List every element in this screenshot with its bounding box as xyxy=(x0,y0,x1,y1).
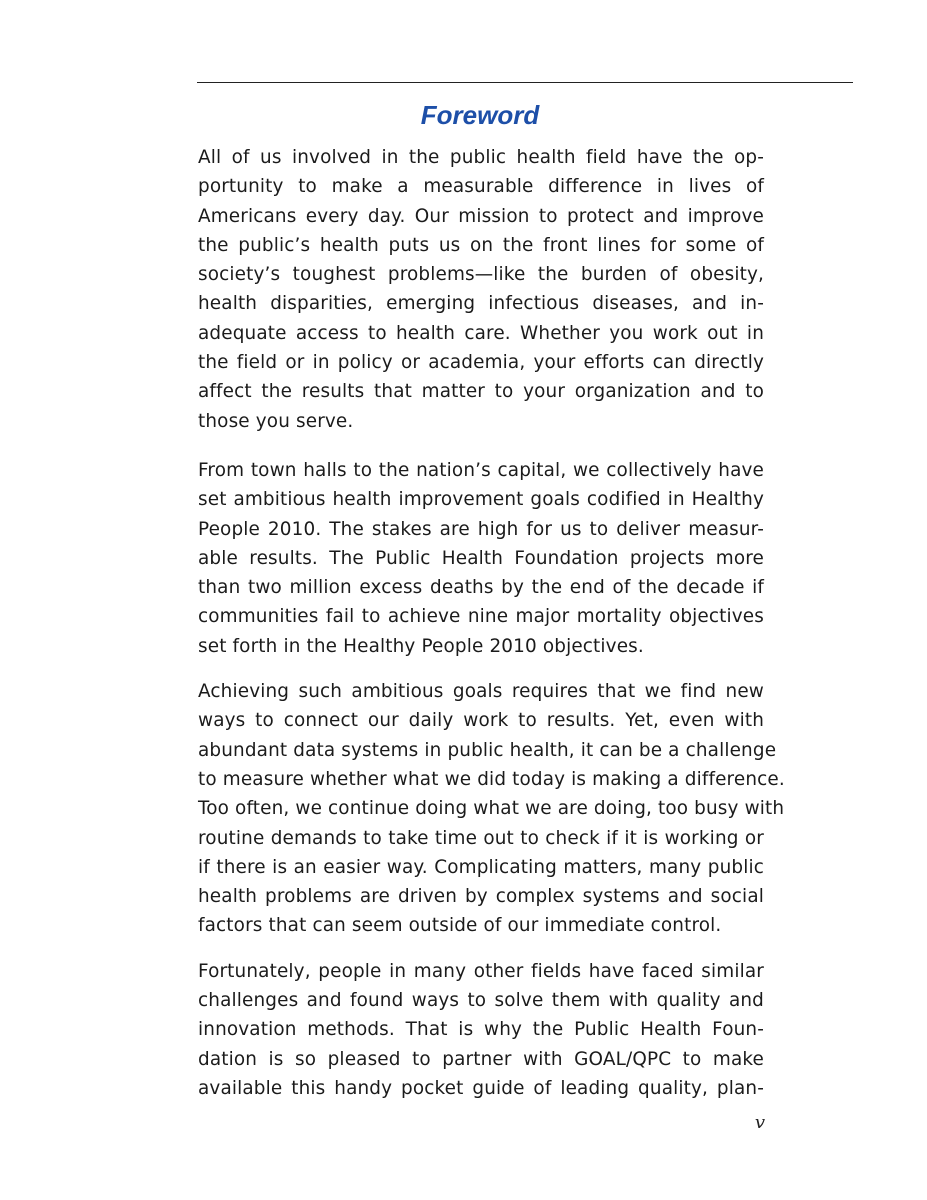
text-line: Fortunately, people in many other fields have faced similar xyxy=(198,960,764,982)
text-line: People 2010. The stakes are high for us to deliver measur- xyxy=(198,518,764,540)
text-line: the field or in policy or academia, your efforts can directly xyxy=(198,352,764,374)
text-line: portunity to make a measurable difference in lives of xyxy=(198,176,764,198)
text-line: available this handy pocket guide of leading quality, plan- xyxy=(198,1077,764,1099)
text-line: communities fail to achieve nine major mortality objectives xyxy=(198,606,764,628)
text-line: than two million excess deaths by the end of the decade if xyxy=(198,577,764,599)
text-line: All of us involved in the public health field have the op- xyxy=(198,147,764,168)
text-line: society’s toughest problems—like the burden of obesity, xyxy=(198,264,764,286)
text-line: set ambitious health improvement goals codified in Healthy xyxy=(198,489,764,511)
text-line: Achieving such ambitious goals requires that we find new xyxy=(198,681,764,703)
text-line: innovation methods. That is why the Public Health Foun- xyxy=(198,1019,764,1041)
text-line: to measure whether what we did today is making a difference. xyxy=(198,768,785,790)
paragraph xyxy=(198,677,785,941)
text-line: factors that can seem outside of our immediate control. xyxy=(198,915,722,937)
text-line: health problems are driven by complex systems and social xyxy=(198,886,764,908)
page-title: Foreword xyxy=(420,100,540,130)
text-line: ways to connect our daily work to results. Yet, even with xyxy=(198,710,764,732)
paragraph xyxy=(198,957,764,1103)
text-line: Americans every day. Our mission to protect and improve xyxy=(198,205,764,227)
text-line: health disparities, emerging infectious diseases, and in- xyxy=(198,293,764,315)
header-rule xyxy=(197,82,853,83)
page-number: v xyxy=(754,1112,765,1133)
text-line: From town halls to the nation’s capital, we collectively have xyxy=(198,459,764,481)
paragraph xyxy=(198,143,764,436)
text-line: set forth in the Healthy People 2010 objectives. xyxy=(198,635,644,657)
paragraph xyxy=(198,456,764,661)
text-line: adequate access to health care. Whether you work out in xyxy=(198,322,764,344)
text-line: able results. The Public Health Foundation projects more xyxy=(198,547,764,569)
text-line: if there is an easier way. Complicating matters, many public xyxy=(198,856,764,878)
text-line: dation is so pleased to partner with GOAL/QPC to make xyxy=(198,1048,764,1070)
text-line: the public’s health puts us on the front lines for some of xyxy=(198,234,764,256)
text-line: Too often, we continue doing what we are doing, too busy with xyxy=(198,798,785,820)
text-line: challenges and found ways to solve them with quality and xyxy=(198,990,764,1012)
text-line: abundant data systems in public health, it can be a challenge xyxy=(198,739,777,761)
text-line: routine demands to take time out to check if it is working or xyxy=(198,827,764,849)
text-line: those you serve. xyxy=(198,410,354,432)
body-text xyxy=(198,143,785,1103)
text-line: affect the results that matter to your organization and to xyxy=(198,381,764,403)
